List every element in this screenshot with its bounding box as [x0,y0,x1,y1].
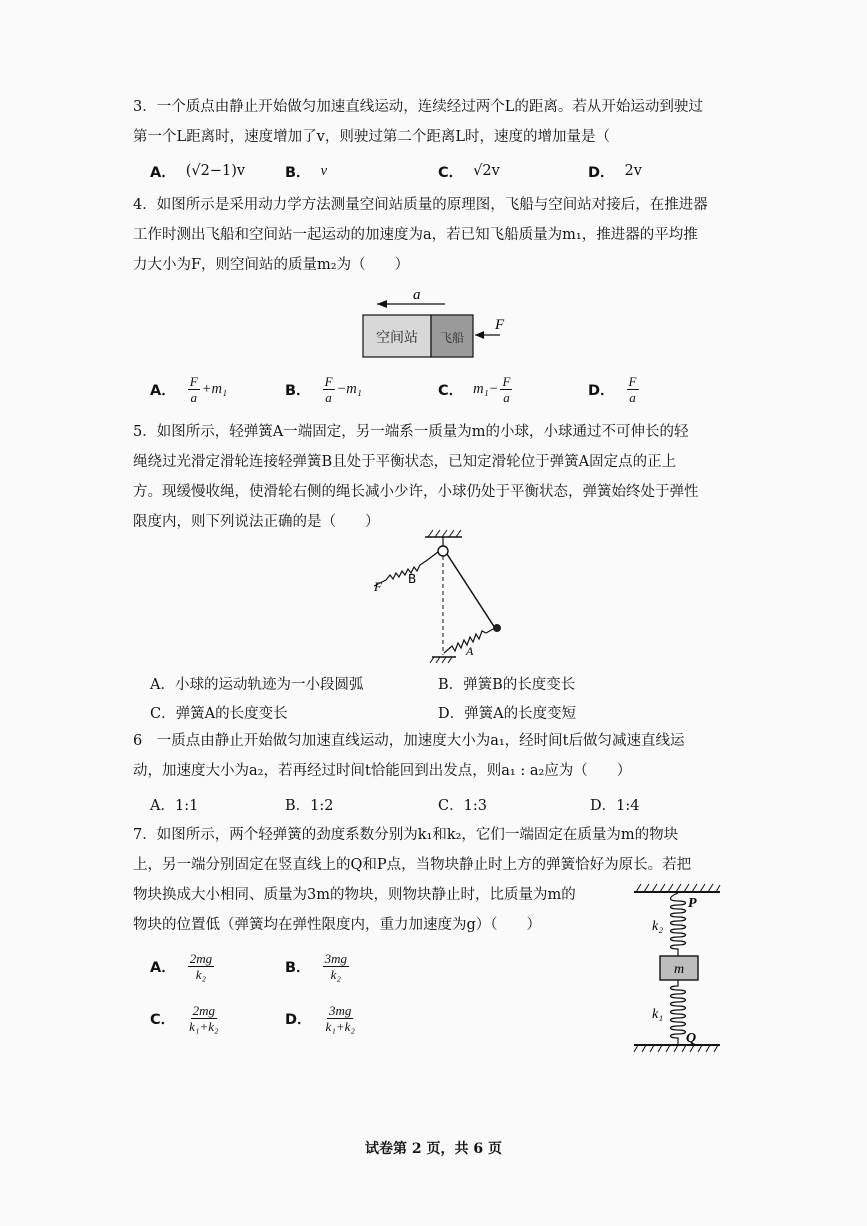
q3-line1: 3．一个质点由静止开始做匀加速直线运动，连续经过两个L的距离。若从开始运动到驶过 [133,99,703,115]
q4-line1: 4．如图所示是采用动力学方法测量空间站质量的原理图，飞船与空间站对接后，在推进器 [133,197,708,213]
q4-option-a-fraction: $\frac{F}{a}$ [189,373,198,405]
q6-line1: 6 一质点由静止开始做匀加速直线运动，加速度大小为a₁，经时间t后做匀减速直线运 [133,733,685,749]
q4-line2: 工作时测出飞船和空间站一起运动的加速度为a，若已知飞船质量为m₁，推进器的平均推 [133,227,698,243]
q6-line2: 动，加速度大小为a₂，若再经过时间t恰能回到出发点，则a₁ : a₂应为（ ） [133,763,632,779]
q7-option-a[interactable]: A． $\frac{2mg}{\text{k₂}}$ [150,950,213,982]
q5-ground-hatch [430,657,452,663]
q4-option-c[interactable]: C． m₁− $\frac{F}{a}$ [438,373,511,405]
q6-options [150,786,770,822]
q3-option-d-text: 2v [624,163,642,179]
q5-rope-ball [447,554,495,628]
question-6 [133,726,773,786]
q5-ceiling-hatch [428,530,461,537]
q4-station-label: 空间站 [376,330,418,346]
q5-line3: 方。现缓慢收绳，使滑轮右侧的绳长减小少许，小球仍处于平衡状态，弹簧始终处于弹性 [133,484,699,500]
q3-option-d[interactable]: D． 2v [588,163,642,181]
q5-option-d[interactable]: D．弹簧A的长度变短 [438,705,577,722]
q4-acceleration-arrowhead [377,300,387,308]
q5-option-a[interactable]: A．小球的运动轨迹为一小段圆弧 [150,676,364,693]
q4-option-d-fraction: $\frac{F}{a}$ [628,373,637,405]
q5-fig-F-label: F [374,579,382,594]
q6-option-c[interactable]: C．1:3 [438,797,487,814]
q7-figure [628,880,728,1055]
q4-fig-F-label: F [495,317,505,333]
q3-option-b-text: v [320,162,327,179]
q4-option-d[interactable]: D． $\frac{F}{a}$ [588,373,637,405]
q4-ship-label: 飞船 [439,331,465,345]
q5-fig-A-label: A [466,644,474,658]
q4-option-b[interactable]: B． $\frac{F}{a}$ −m₁ [285,373,362,405]
q4-fig-a-label: a [413,287,421,303]
q4-option-a[interactable]: A． $\frac{F}{a}$ +m₁ [150,373,227,405]
q5-line2: 绳绕过光滑定滑轮连接轻弹簧B且处于平衡状态，已知定滑轮位于弹簧A固定点的正上 [133,454,677,470]
q7-fig-m-label: m [673,962,685,977]
q5-fig-B-label: B [408,572,417,586]
q7-fig-k2-label: k₂ [652,919,664,934]
question-5 [133,417,773,537]
q4-options [150,371,770,407]
q5-options-row2 [150,694,770,730]
question-7-cont [133,880,613,940]
q7-line4: 物块的位置低（弹簧均在弹性限度内，重力加速度为g）（ ） [133,917,542,933]
q5-ball [493,624,501,632]
question-7 [133,820,773,880]
q3-line2: 第一个L距离时，速度增加了v，则驶过第二个距离L时，速度的增加量是（ [133,129,610,145]
q7-ground-hatch [634,1045,718,1052]
q3-option-c[interactable]: C． √2v [438,163,500,181]
q3-option-c-text: √2v [473,163,500,179]
q4-option-c-fraction: $\frac{F}{a}$ [502,373,511,405]
q4-force-arrowhead [475,331,484,339]
q4-option-b-fraction: $\frac{F}{a}$ [324,373,333,405]
q6-option-d[interactable]: D．1:4 [590,797,640,814]
q6-option-a[interactable]: A．1:1 [150,797,199,814]
q7-spring-k2 [671,893,686,956]
page-footer: 试卷第 2 页，共 6 页 [365,1141,502,1157]
q7-option-b[interactable]: B． $\frac{3mg}{\text{k₂}}$ [285,950,347,982]
question-4 [133,190,773,280]
q7-ceiling-hatch [636,884,720,892]
q3-option-a[interactable]: A． (√2−1)v [150,163,246,181]
q7-spring-k1 [671,980,686,1045]
q3-option-a-text: (√2−1)v [185,163,246,179]
q7-line3: 物块换成大小相同、质量为3m的物块，则物块静止时，比质量为m的 [133,887,576,903]
question-3 [133,92,773,152]
q4-figure [355,283,525,363]
q3-option-b[interactable]: B． v [285,162,327,181]
q7-line2: 上，另一端分别固定在竖直线上的Q和P点，当物块静止时上方的弹簧恰好为原长。若把 [133,857,692,873]
q3-options [150,153,770,189]
q5-line1: 5．如图所示，轻弹簧A一端固定，另一端系一质量为m的小球，小球通过不可伸长的轻 [133,424,689,440]
q5-option-b[interactable]: B．弹簧B的长度变长 [438,676,576,693]
q6-option-b[interactable]: B．1:2 [285,797,334,814]
q7-fig-P-label: P [688,896,697,911]
q7-line1: 7．如图所示，两个轻弹簧的劲度系数分别为k₁和k₂，它们一端固定在质量为m的物块 [133,827,679,843]
q7-fig-k1-label: k₁ [652,1007,664,1022]
q5-option-c[interactable]: C．弹簧A的长度变长 [150,705,288,722]
q4-line3: 力大小为F，则空间站的质量m₂为（ ） [133,257,410,273]
q7-option-c[interactable]: C． $\frac{2mg}{\text{k₁+k₂}}$ [150,1002,219,1034]
q7-fig-Q-label: Q [686,1031,697,1046]
q5-line4: 限度内，则下列说法正确的是（ ） [133,514,380,530]
q5-figure [360,525,520,665]
q7-option-d[interactable]: D． $\frac{3mg}{\text{k₁+k₂}}$ [285,1002,355,1034]
